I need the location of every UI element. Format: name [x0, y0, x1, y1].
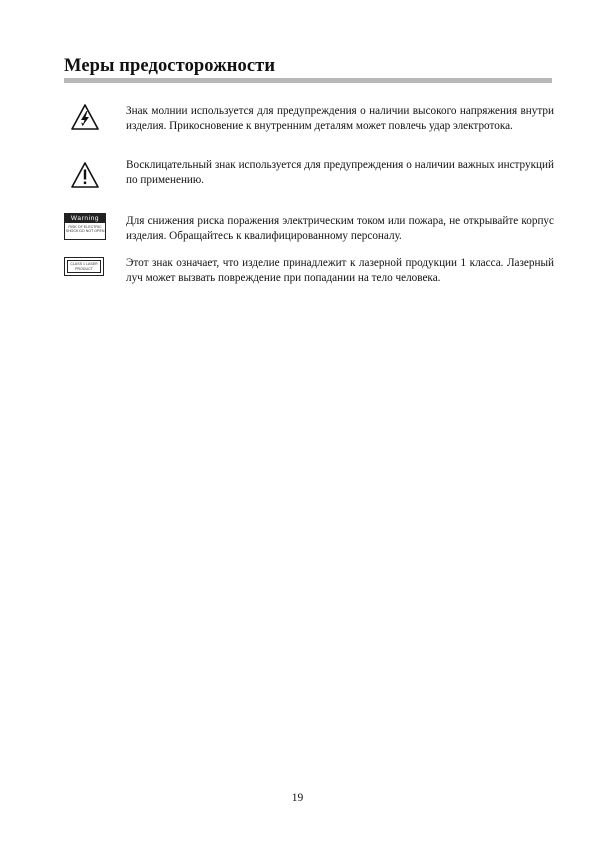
precaution-text: Этот знак означает, что изделие принадлежит к лазерной продукции 1 класса. Лазерный луч может вызвать повреждение при попадании на тело человека. — [126, 257, 554, 284]
precaution-text: Знак молнии используется для предупреждения о наличии высокого напряжения внутри изделия. Прикосновение к внутренним деталям может повлечь удар электротока. — [126, 105, 554, 132]
warning-label-icon — [64, 213, 106, 240]
precaution-text: Восклицательный знак используется для предупреждения о наличии важных инструкций по применению. — [126, 159, 554, 186]
title-underline — [64, 78, 552, 83]
laser-label-text: CLASS 1 LASER PRODUCT — [67, 260, 101, 273]
precaution-item-warning-label — [62, 214, 554, 248]
exclamation-triangle-icon — [70, 161, 100, 194]
precaution-text: Для снижения риска поражения электрическим током или пожара, не открывайте корпус изделия. Обращайтесь к квалифицированному персоналу. — [126, 215, 554, 242]
precaution-item-laser-label — [62, 256, 554, 290]
lightning-triangle-icon — [70, 103, 100, 136]
page-title: Меры предосторожности — [64, 56, 276, 76]
warning-label-text: RISK OF ELECTRIC SHOCK DO NOT OPEN — [65, 225, 105, 234]
precaution-item-lightning — [62, 104, 554, 148]
laser-class-label-icon — [64, 257, 104, 276]
precaution-item-exclamation — [62, 158, 554, 198]
warning-label-title: Warning — [65, 214, 105, 223]
page-number: 19 — [291, 792, 304, 804]
